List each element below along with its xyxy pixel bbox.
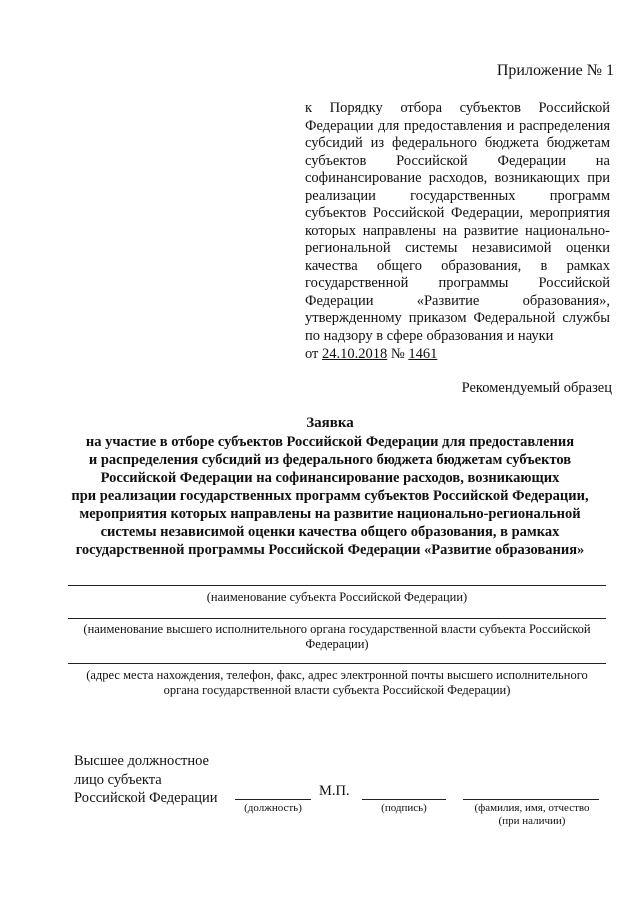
official-line: лицо субъекта (74, 771, 162, 788)
title-line: и распределения субсидий из федерального бюджета бюджетам субъектов (88, 452, 572, 468)
title-line: государственной программы Российской Федерации «Развитие образования» (75, 542, 585, 558)
full-name-field[interactable] (463, 799, 599, 800)
address-caption: (адрес места нахождения, телефон, факс, адрес электронной почты высшего исполнительного органа государственной власти субъекта Российской Федерации) (86, 668, 588, 697)
position-field[interactable] (235, 799, 311, 800)
title-line: мероприятия которых направлены на развитие национально-региональной (79, 506, 581, 522)
title-line: системы независимой оценки качества общего образования, в рамках (100, 524, 560, 540)
order-date: 24.10.2018 (322, 346, 388, 362)
subject-name-field[interactable] (68, 585, 606, 586)
address-field[interactable] (68, 663, 606, 664)
position-caption: (должность) (244, 802, 302, 814)
official-line: Российской Федерации (74, 790, 218, 806)
official-label (74, 752, 224, 808)
title-main: Заявка (306, 415, 354, 431)
order-date-prefix: от (305, 346, 319, 362)
order-number: 1461 (408, 346, 438, 362)
appendix-label: Приложение № 1 (496, 62, 614, 79)
title-line: при реализации государственных программ субъектов Российской Федерации, (71, 488, 589, 504)
order-number-prefix: № (390, 346, 405, 362)
official-line: Высшее должностное (74, 753, 209, 769)
order-text: к Порядку отбора субъектов Российской Федерации для предоставления и распределения субсидий из федерального бюджета бюджетам субъектов Российской Федерации на софинансирование расходов, возникающих при реализации государственных программ субъектов Российской Федерации, мероприятия которых направлены на развитие национально-региональной системы независимой оценки качества общего образования, в рамках государственной программы Российской Федерации «Развитие образования», утвержденному приказом Федеральной службы по надзору в сфере образования и науки (305, 100, 610, 344)
title-line: на участие в отборе субъектов Российской Федерации для предоставления (85, 434, 575, 450)
application-title (40, 414, 620, 559)
order-reference (305, 100, 610, 364)
stamp-label: М.П. (319, 783, 350, 799)
full-name-caption: (фамилия, имя, отчество (при наличии) (474, 802, 590, 827)
authority-name-field[interactable] (68, 618, 606, 619)
authority-name-caption: (наименование высшего исполнительного органа государственной власти субъекта Российской Федерации) (83, 622, 591, 651)
order-date-line (305, 346, 610, 364)
signature-field[interactable] (362, 799, 446, 800)
subject-name-caption: (наименование субъекта Российской Федерации) (206, 590, 468, 604)
sample-label: Рекомендуемый образец (461, 380, 612, 396)
signature-caption: (подпись) (381, 802, 427, 814)
title-line: Российской Федерации на софинансирование расходов, возникающих (100, 470, 560, 486)
